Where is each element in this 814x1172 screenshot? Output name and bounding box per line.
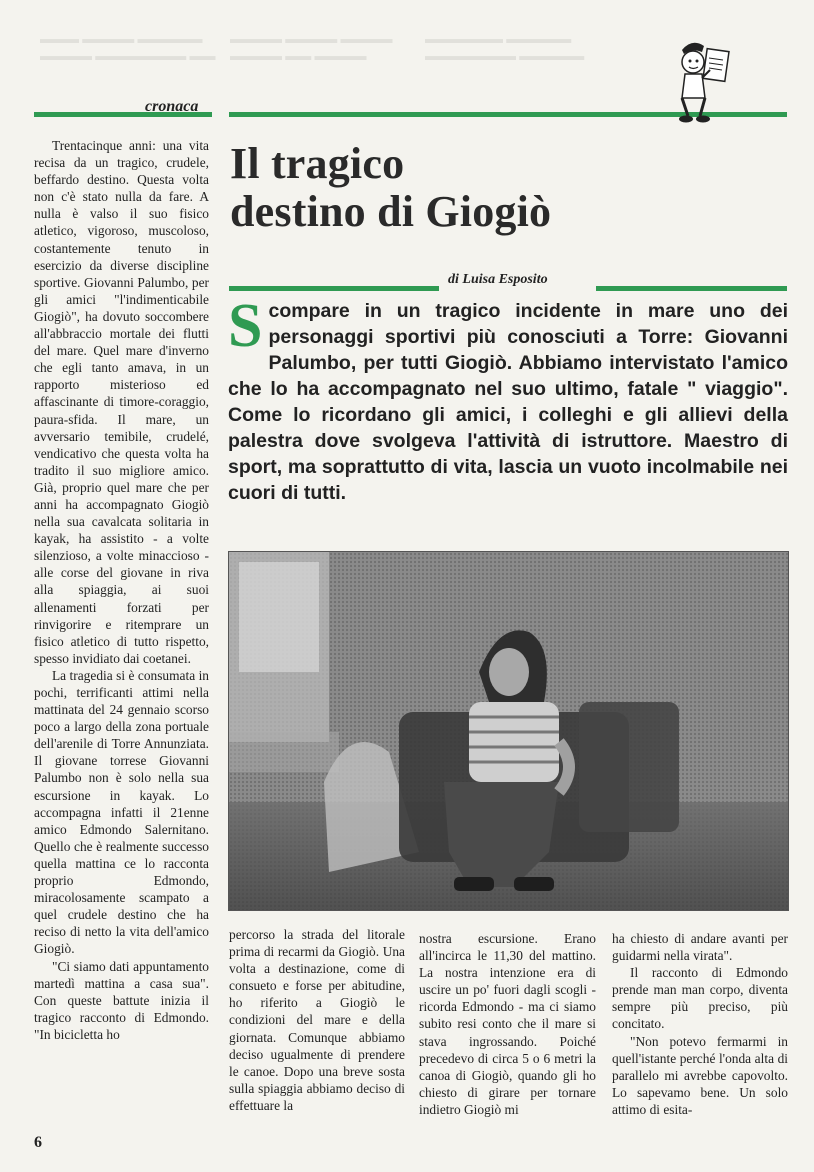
cartoon-boy-mascot-icon xyxy=(672,36,734,126)
paragraph: percorso la strada del litorale prima di recarmi da Giogiò. Una volta a destinazione, come di consueto e forse per abitudine, ho riferito a Giogiò le condizioni del mare e della giornata. Comunque abbiamo deciso ugualmente di prendere le canoe. Dopo una breve sosta sulla spiaggia abbiamo deciso di effettuare la xyxy=(229,927,405,1113)
paragraph: ha chiesto di andare avanti per guidarmi nella virata". xyxy=(612,931,788,964)
paragraph: nostra escursione. Erano all'incirca le 11,30 del mattino. La nostra intenzione era di uscire un po' fuori dagli scogli - ricorda Edmondo - ma ci siamo subito resi conto che il mare si stava ingrossando. Poiché precedevo di circa 5 o 6 metri la canoa di Giogiò, quando gli ho chiesto di girare per tornare indietro Giogiò mi xyxy=(419,931,596,1117)
article-title xyxy=(230,140,551,236)
article-byline: di Luisa Esposito xyxy=(448,272,548,287)
bleed-through-text: ▬▬▬▬ ▬▬▬▬ ▬▬▬▬ ▬▬▬▬ ▬▬ ▬▬▬▬ xyxy=(230,31,393,63)
article-title-line2: destino di Giogiò xyxy=(230,187,552,236)
paragraph: "Ci siamo dati appuntamento martedì mattina a casa sua". Con queste battute inizia il tragico racconto di Edmondo. "In bicicletta ho xyxy=(34,958,209,1042)
paragraph: "Non potevo fermarmi in quell'istante perché l'onda alta di parallelo mi avrebbe capovolto. Lo sapevamo bene. Un solo attimo di esita- xyxy=(612,1033,788,1117)
article-column-2 xyxy=(229,926,405,1114)
byline-rule-left xyxy=(229,286,439,291)
lead-drop-cap: S xyxy=(228,292,263,360)
lead-text: compare in un tragico incidente in mare uno dei personaggi sportivi più conosciuti a Torre: Giovanni Palumbo, per tutti Giogiò. Abbiamo intervistato l'amico che lo ha accompagnato nel suo ultimo, fatale " viaggio". Come lo ricordano gli amici, i colleghi e gli allievi della palestra dove svolgeva l'attività di istruttore. Maestro di sport, ma soprattutto di vita, lascia un vuoto incolmabile nei cuori di tutti. xyxy=(228,300,788,504)
photo-illustration xyxy=(229,552,788,910)
bleed-through-text: ▬▬▬▬▬▬ ▬▬▬▬▬ ▬▬▬▬▬▬▬ ▬▬▬▬▬ xyxy=(425,31,585,63)
article-column-4 xyxy=(612,930,788,1118)
paragraph: Trentacinque anni: una vita recisa da un tragico, crudele, beffardo destino. Questa volta non c'è stato nulla da fare. A nulla è valso il suo fisico atletico, vigoroso, muscoloso, costantemente tenuto in esercizio da diverse discipline sportive. Giovanni Palumbo, per gli amici "l'indimenticabile Giogiò", ha dovuto soccombere all'abbraccio mortale dei flutti del mare. Quel mare d'inverno che egli tanto amava, in un rapporto misterioso ed affascinante di timore-coraggio, paura-sfida. Il mare, un avversario temibile, crudelé, vendicativo che questa volta ha tradito il suo migliore amico. Già, proprio quel mare che per anni ha accompagnato Giogiò nella sua cavalcata solitaria in kayak, ha assistito - a volte silenzioso, a volte minaccioso - alle corse del giovane in riva alla spiaggia, ai suoi allenamenti forzati per rinvigorire e ritemprare un fisico atletico di tutto rispetto, spesso invidiato dai coetanei. xyxy=(34,138,209,666)
article-title-line1: Il tragico xyxy=(230,139,405,188)
bleed-through-text: ▬▬▬ ▬▬▬▬ ▬▬▬▬▬ ▬▬▬▬ ▬▬▬▬▬▬▬ ▬▬ xyxy=(40,31,216,63)
paragraph: Il racconto di Edmondo prende man man corpo, diventa sempre più preciso, più concitato. xyxy=(612,965,788,1032)
section-label: cronaca xyxy=(145,98,199,115)
paragraph: La tragedia si è consumata in pochi, terrificanti attimi nella mattinata del 24 gennaio scorso poco a largo della zona portuale dell'arenile di Torre Annunziata. Il giovane torrese Giovanni Palumbo non è solo nella sua escursione in kayak. Lo accompagna infatti il 21enne amico Edmondo Salernitano. Quello che è realmente successo quella mattina ce lo racconta proprio Edmondo, miracolosamente scampato a quel crudele destino che ha reciso di netto la vita dell'amico Giogiò. xyxy=(34,667,209,957)
byline-rule-right xyxy=(596,286,787,291)
article-photo xyxy=(228,551,789,911)
article-column-3 xyxy=(419,930,596,1118)
article-lead xyxy=(228,292,788,506)
page-number: 6 xyxy=(34,1134,42,1151)
article-column-1 xyxy=(34,137,209,1043)
